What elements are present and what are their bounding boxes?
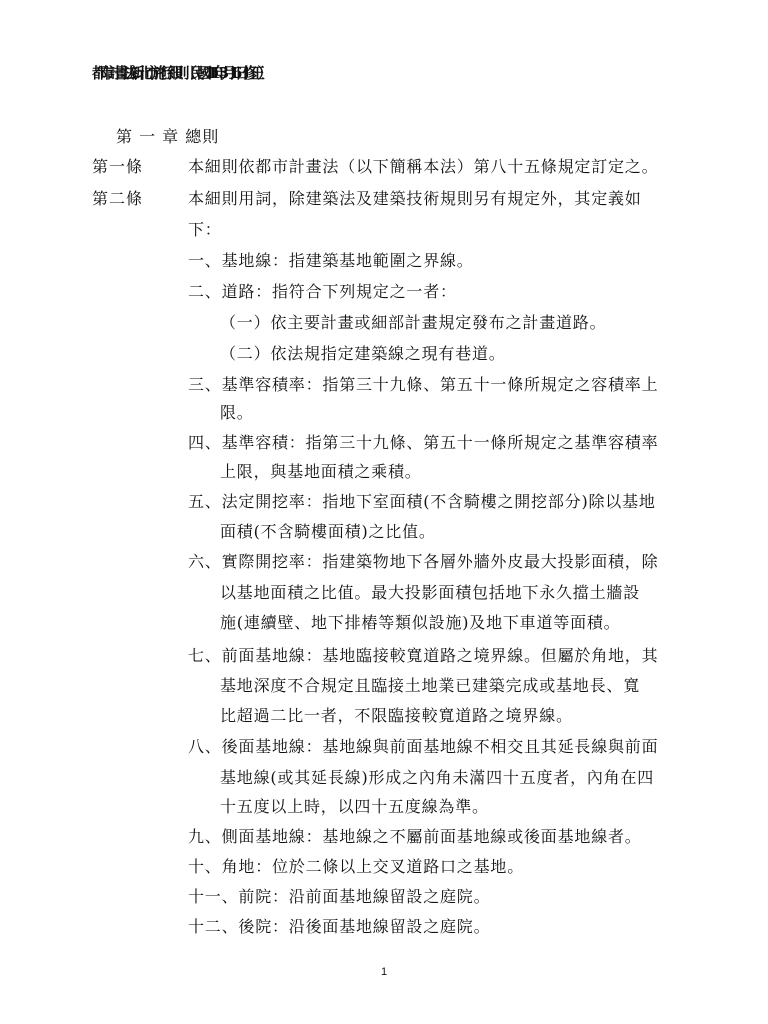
article-2-line-2: 下： <box>188 220 222 239</box>
definition-item-1: 一、基地線：指建築基地範圍之界線。 <box>188 251 474 270</box>
article-1-label: 第一條 <box>92 157 144 176</box>
definition-item-6: 六、實際開挖率：指建築物地下各層外牆外皮最大投影面積，除 <box>188 552 659 571</box>
definition-item-7-cont-1: 基地深度不合規定且臨接土地業已建築完成或基地長、寬 <box>220 676 641 695</box>
article-2-line-1: 本細則用詞，除建築法及建築技術規則另有規定外，其定義如 <box>188 189 642 208</box>
definition-subitem-2-2: （二）依法規指定建築線之現有巷道。 <box>220 344 506 363</box>
definition-item-6-cont-2: 施(連續壁、地下排樁等類似設施)及地下車道等面積。 <box>220 613 621 632</box>
definition-item-10: 十、角地：位於二條以上交叉道路口之基地。 <box>188 857 525 876</box>
definition-item-7: 七、前面基地線：基地臨接較寬道路之境界線。但屬於角地，其 <box>188 646 659 665</box>
article-2-label: 第二條 <box>92 189 144 208</box>
definition-item-5: 五、法定開挖率：指地下室面積(不含騎樓之開挖部分)除以基地 <box>188 492 656 511</box>
definition-item-4-cont: 上限，與基地面積之乘積。 <box>220 462 422 481</box>
article-1-line-1: 本細則依都市計畫法（以下簡稱本法）第八十五條規定訂定之。 <box>188 157 659 176</box>
definition-item-5-cont: 面積(不含騎樓面積)之比值。 <box>220 522 436 541</box>
page-number: 1 <box>380 966 388 978</box>
definition-item-8-cont-1: 基地線(或其延長線)形成之內角未滿四十五度者，內角在四 <box>220 768 655 787</box>
definition-item-3-cont: 限。 <box>220 403 254 422</box>
definition-item-8: 八、後面基地線：基地線與前面基地線不相交且其延長線與前面 <box>188 737 659 756</box>
definition-item-12: 十二、後院：沿後面基地線留設之庭院。 <box>188 917 491 936</box>
definition-item-6-cont-1: 以基地面積之比值。最大投影面積包括地下永久擋土牆設 <box>220 583 641 602</box>
definition-subitem-2-1: （一）依主要計畫或細部計畫規定發布之計畫道路。 <box>220 313 607 332</box>
definition-item-4: 四、基準容積：指第三十九條、第五十一條所規定之基準容積率 <box>188 433 659 452</box>
definition-item-8-cont-2: 十五度以上時，以四十五度線為準。 <box>220 797 489 816</box>
definition-item-7-cont-2: 比超過二比一者，不限臨接較寬道路之境界線。 <box>220 706 573 725</box>
chapter-heading: 第 一 章 總則 <box>116 127 220 146</box>
definition-item-2: 二、道路：指符合下列規定之一者： <box>188 282 457 301</box>
document-title: 都市計畫法新北市施行細則（民國111年 3月16日修正） <box>92 64 265 82</box>
definition-item-3: 三、基準容積率：指第三十九條、第五十一條所規定之容積率上 <box>188 375 659 394</box>
definition-item-11: 十一、前院：沿前面基地線留設之庭院。 <box>188 887 491 906</box>
definition-item-9: 九、側面基地線：基地線之不屬前面基地線或後面基地線者。 <box>188 827 642 846</box>
